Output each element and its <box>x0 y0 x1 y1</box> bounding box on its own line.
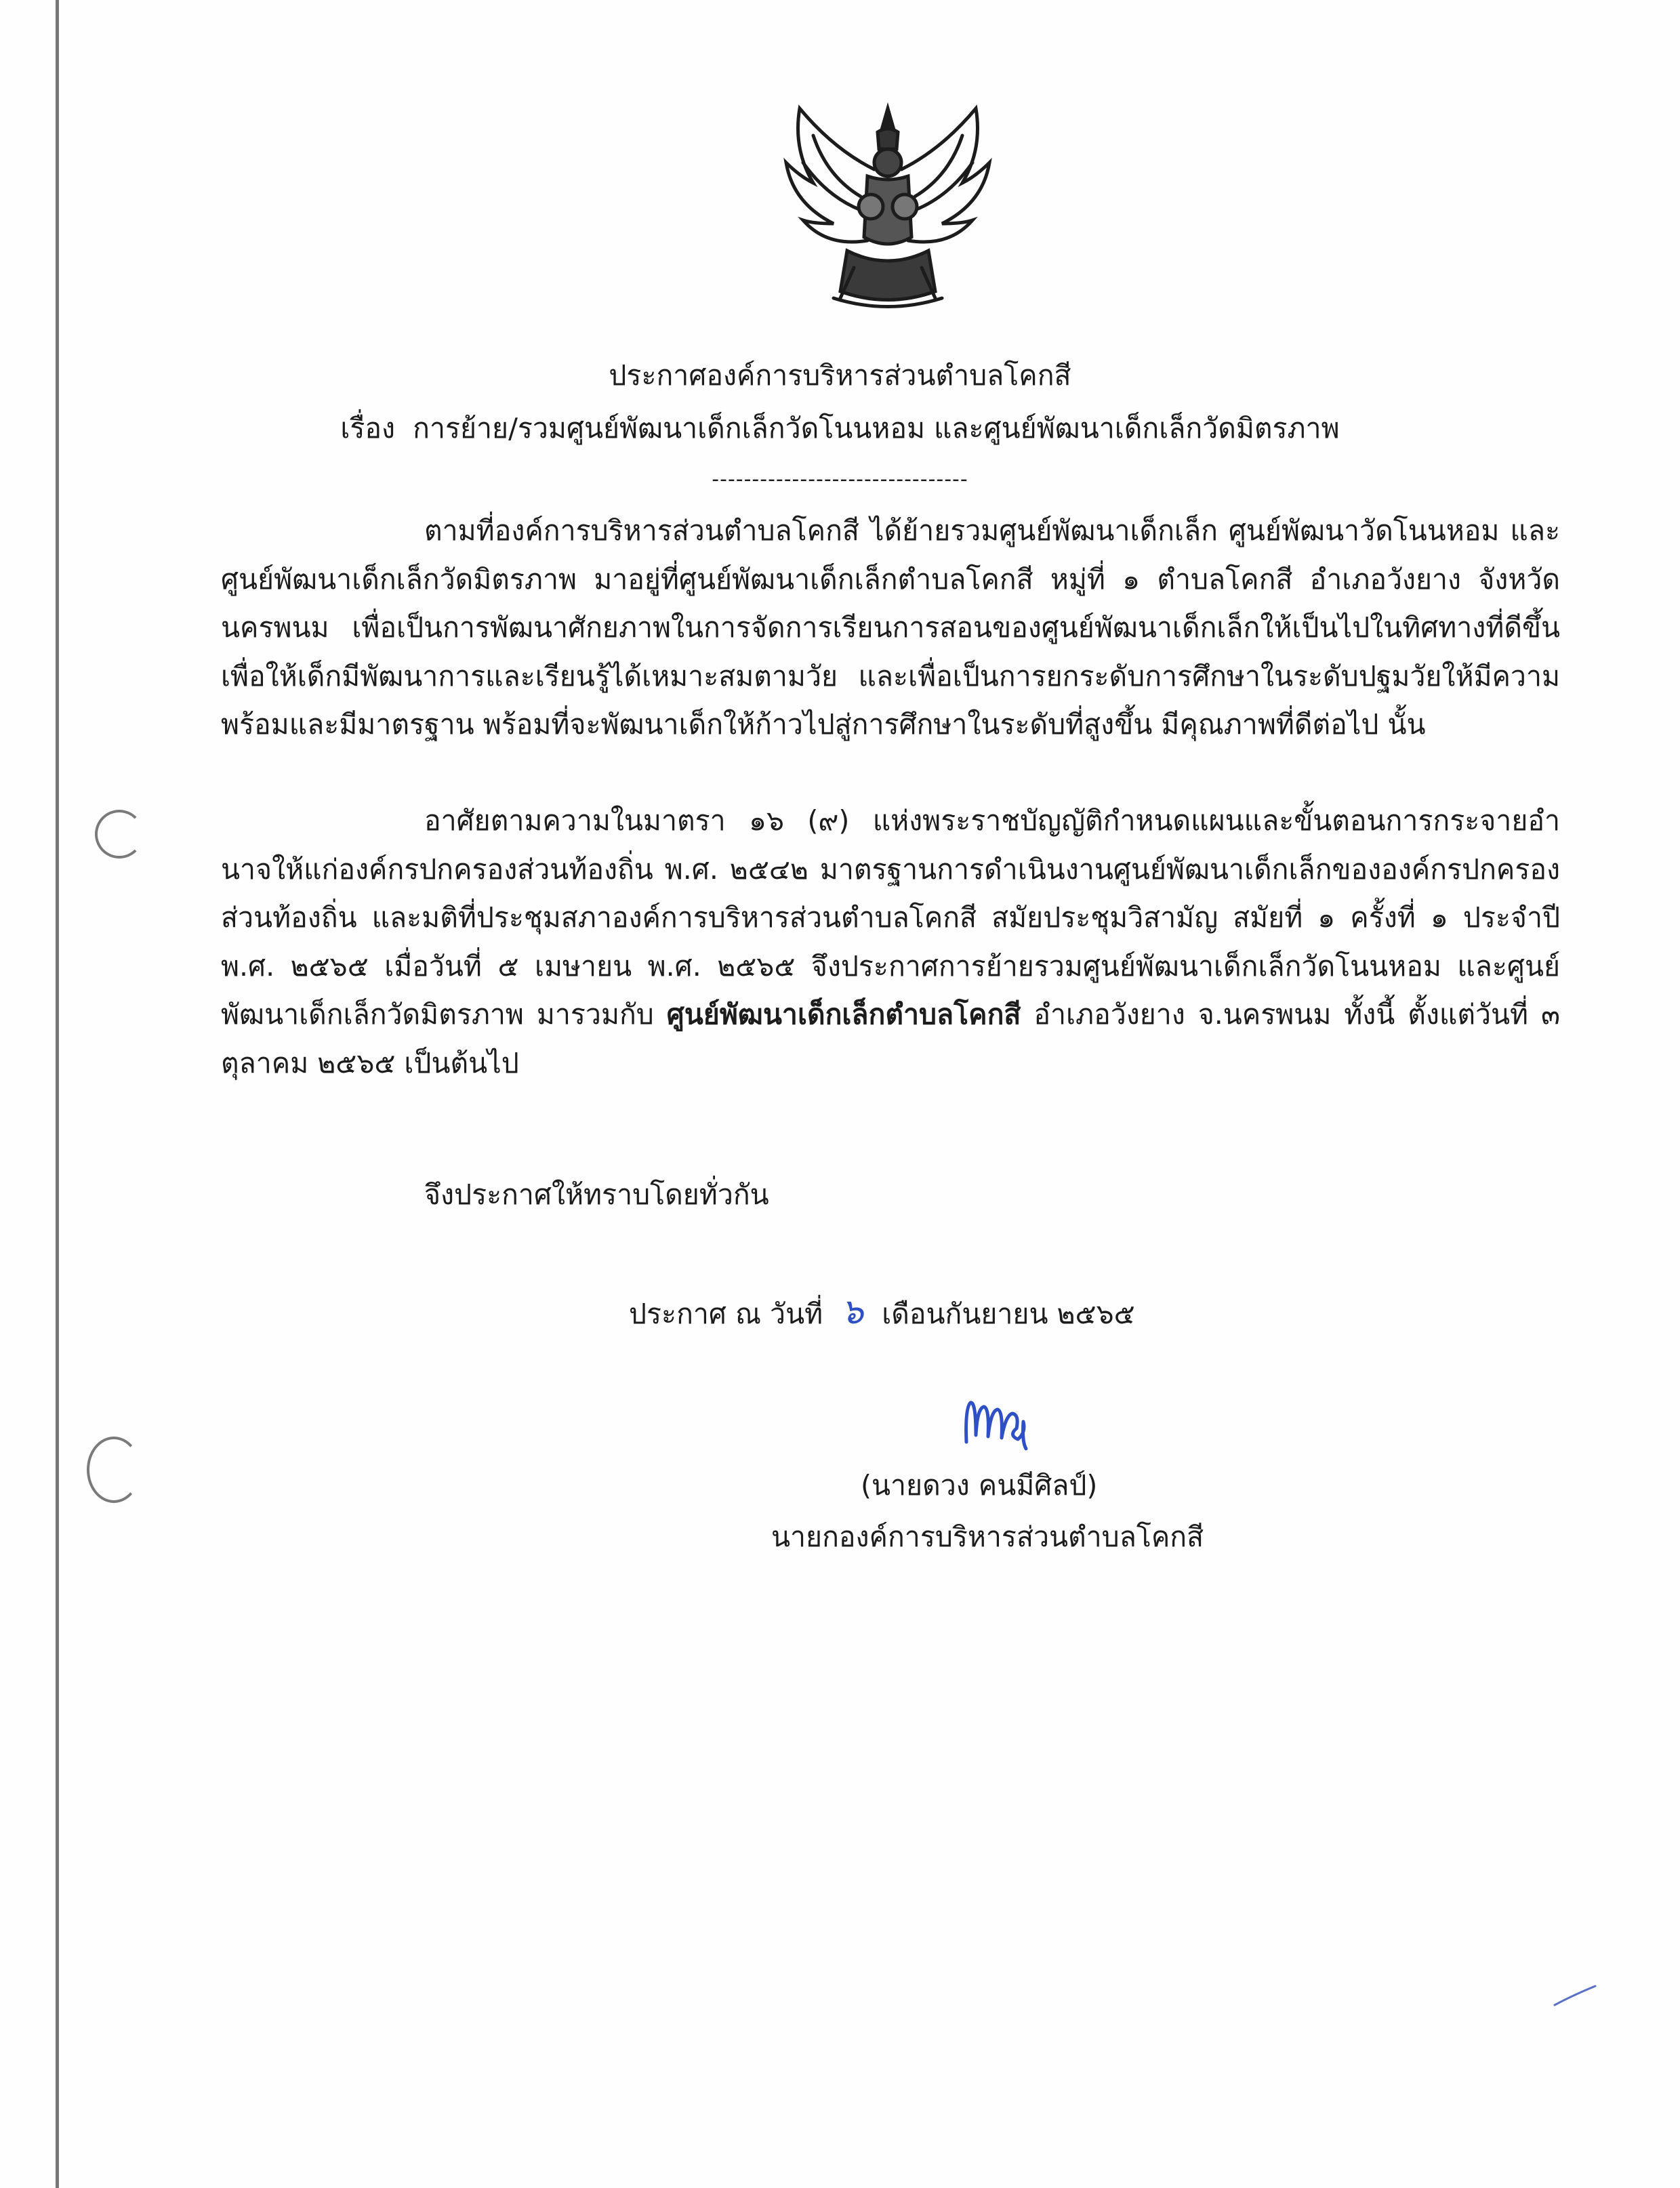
center-name-bold: ศูนย์พัฒนาเด็กเล็กตำบลโคกสี <box>666 998 1021 1031</box>
announcement-title: ประกาศองค์การบริหารส่วนตำบลโคกสี <box>609 359 1071 392</box>
stray-pen-mark <box>1552 1982 1599 2009</box>
body-paragraph-2 <box>221 797 1560 1088</box>
dateline-prefix: ประกาศ ณ วันที่ <box>629 1298 823 1330</box>
signer-position: นายกองค์การบริหารส่วนตำบลโคกสี <box>771 1521 1204 1553</box>
subject-line <box>0 409 1680 447</box>
handwritten-day: ๖ <box>841 1292 864 1332</box>
handwritten-signature <box>961 1395 1036 1456</box>
punch-hole-mark <box>87 1437 141 1503</box>
paragraph-1-text: ตามที่องค์การบริหารส่วนตำบลโคกสี ได้ย้ายรวมศูนย์พัฒนาเด็กเล็ก ศูนย์พัฒนาวัดโนนหอม และศูนย์พัฒนาเด็กเล็กวัดมิตรภาพ มาอยู่ที่ศูนย์พัฒนาเด็กเล็กตำบลโคกสี หมู่ที่ ๑ ตำบลโคกสี อำเภอวังยาง จังหวัดนครพนม เพื่อเป็นการพัฒนาศักยภาพในการจัดการเรียนการสอนของศูนย์พัฒนาเด็กเล็กให้เป็นไปในทิศทางที่ดีขึ้น เพื่อให้เด็กมีพัฒนาการและเรียนรู้ได้เหมาะสมตามวัย และเพื่อเป็นการยกระดับการศึกษาในระดับปฐมวัยให้มีความพร้อมและมีมาตรฐาน พร้อมที่จะพัฒนาเด็กให้ก้าวไปสู่การศึกษาในระดับที่สูงขึ้น มีคุณภาพที่ดีต่อไป นั้น <box>221 514 1560 741</box>
subject-label: เรื่อง <box>340 412 396 445</box>
paragraph-2-text-b: อำเภอวังยาง จ.นครพนม ทั้งนี้ ตั้งแต่วันที่ ๓ ตุลาคม ๒๕๖๕ เป็นต้นไป <box>221 998 1560 1079</box>
signer-name: (นายดวง คนมีศิลป์) <box>861 1469 1098 1502</box>
dateline <box>629 1293 1135 1333</box>
left-margin-rule <box>56 0 59 2188</box>
paragraph-2-text-a: อาศัยตามความในมาตรา ๑๖ (๙) แห่งพระราชบัญญัติกำหนดแผนและขั้นตอนการกระจายอำนาจให้แก่องค์กรปกครองส่วนท้องถิ่น พ.ศ. ๒๕๔๒ มาตรฐานการดำเนินงานศูนย์พัฒนาเด็กเล็กขององค์กรปกครองส่วนท้องถิ่น และมติที่ประชุมสภาองค์การบริหารส่วนตำบลโคกสี สมัยประชุมวิสามัญ สมัยที่ ๑ ครั้งที่ ๑ ประจำปี พ.ศ. ๒๕๖๕ เมื่อวันที่ ๕ เมษายน พ.ศ. ๒๕๖๕ จึงประกาศการย้ายรวมศูนย์พัฒนาเด็กเล็กวัดโนนหอม และศูนย์พัฒนาเด็กเล็กวัดมิตรภาพ มารวมกับ <box>221 804 1560 1031</box>
garuda-emblem-icon <box>773 95 1003 318</box>
subject-text: การย้าย/รวมศูนย์พัฒนาเด็กเล็กวัดโนนหอม และศูนย์พัฒนาเด็กเล็กวัดมิตรภาพ <box>413 412 1340 445</box>
dateline-suffix: เดือนกันยายน ๒๕๖๕ <box>882 1298 1135 1330</box>
closing-line: จึงประกาศให้ทราบโดยทั่วกัน <box>424 1178 769 1211</box>
title-divider: -------------------------------- <box>712 468 968 491</box>
punch-hole-mark <box>95 810 144 859</box>
body-paragraph-1 <box>221 507 1560 749</box>
